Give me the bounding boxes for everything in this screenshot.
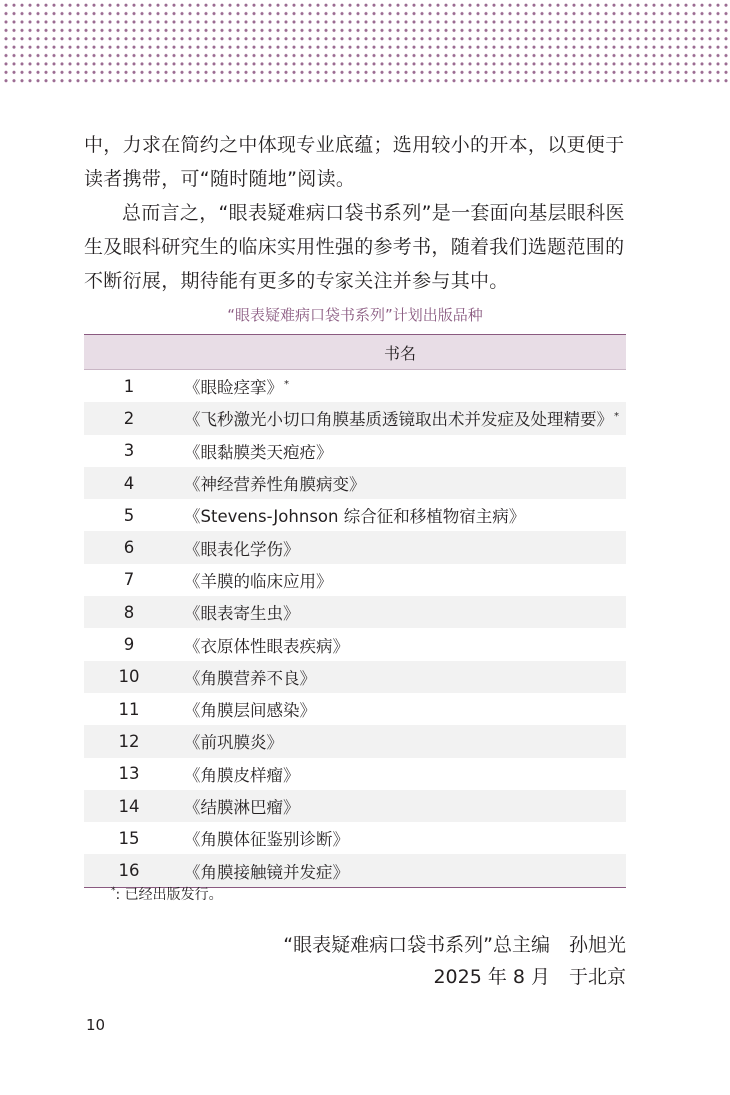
header-title-cell: 书名 bbox=[174, 335, 626, 370]
row-number: 4 bbox=[84, 467, 174, 499]
table-row bbox=[84, 661, 626, 693]
footnote bbox=[110, 884, 223, 904]
table-row bbox=[84, 435, 626, 467]
published-mark: * bbox=[284, 378, 289, 390]
table-row bbox=[84, 531, 626, 563]
row-number: 15 bbox=[118, 828, 140, 848]
table-row bbox=[84, 725, 626, 757]
row-book-title bbox=[174, 790, 626, 822]
row-number: 6 bbox=[84, 531, 174, 563]
book-title-text: 《衣原体性眼表疾病》 bbox=[184, 636, 349, 656]
book-title-text: 《神经营养性角膜病变》 bbox=[184, 475, 366, 495]
signature-editor: “眼表疑难病口袋书系列”总主编 孙旭光 bbox=[283, 934, 626, 956]
row-number: 2 bbox=[84, 402, 174, 434]
book-title-text: 《飞秒激光小切口角膜基质透镜取出术并发症及处理精要》 bbox=[184, 410, 613, 430]
published-mark: * bbox=[614, 410, 619, 422]
row-number: 16 bbox=[84, 854, 174, 887]
row-book-title bbox=[174, 628, 626, 660]
row-book-title bbox=[174, 531, 626, 563]
row-number: 7 bbox=[123, 570, 135, 590]
table-body bbox=[84, 370, 626, 888]
row-book-title bbox=[174, 435, 626, 467]
row-book-title bbox=[174, 499, 626, 531]
book-title-text: 《角膜层间感染》 bbox=[184, 701, 316, 721]
row-book-title bbox=[174, 661, 626, 693]
row-book-title bbox=[174, 725, 626, 757]
table-header-row bbox=[84, 335, 626, 370]
footnote-text: : 已经出版发行。 bbox=[115, 887, 223, 903]
row-number: 12 bbox=[84, 725, 174, 757]
row-number: 13 bbox=[118, 764, 140, 784]
book-list-table bbox=[84, 334, 626, 888]
row-number: 9 bbox=[123, 635, 135, 655]
paragraph-summary: 总而言之，“眼表疑难病口袋书系列”是一套面向基层眼科医生及眼科研究生的临床实用性强的参考书，随着我们选题范围的不断衍展，期待能有更多的专家关注并参与其中。 bbox=[84, 202, 625, 292]
book-title-text: 《眼黏膜类天疱疮》 bbox=[184, 442, 333, 462]
row-number: 11 bbox=[118, 699, 140, 719]
book-title-text: 《角膜体征鉴别诊断》 bbox=[184, 830, 349, 850]
row-book-title bbox=[174, 693, 626, 725]
paragraph-continued: 中，力求在简约之中体现专业底蕴；选用较小的开本，以更便于读者携带，可“随时随地”阅读。 bbox=[84, 134, 625, 190]
row-book-title bbox=[174, 822, 626, 854]
table-row bbox=[84, 790, 626, 822]
header-number-cell bbox=[84, 335, 174, 370]
row-number: 10 bbox=[84, 661, 174, 693]
book-title-text: 《角膜营养不良》 bbox=[184, 668, 316, 688]
body-text bbox=[84, 128, 632, 298]
row-book-title bbox=[174, 596, 626, 628]
book-title-text: 《眼睑痉挛》 bbox=[184, 378, 283, 398]
table-row bbox=[84, 370, 626, 403]
book-title-text: 《眼表寄生虫》 bbox=[184, 604, 300, 624]
row-book-title bbox=[174, 758, 626, 790]
book-title-text: 《前巩膜炎》 bbox=[184, 733, 283, 753]
row-book-title bbox=[174, 564, 626, 596]
dotted-header-band bbox=[0, 0, 730, 86]
footnote-mark: * bbox=[111, 886, 116, 897]
book-title-text: 《眼表化学伤》 bbox=[184, 539, 300, 559]
table-row bbox=[84, 499, 626, 531]
table-row bbox=[84, 467, 626, 499]
book-title-text: 《结膜淋巴瘤》 bbox=[184, 798, 300, 817]
table-caption: “眼表疑难病口袋书系列”计划出版品种 bbox=[227, 306, 483, 324]
book-title-text: 《角膜皮样瘤》 bbox=[184, 765, 300, 785]
table-row bbox=[84, 854, 626, 887]
table-row bbox=[84, 564, 626, 596]
row-number: 5 bbox=[123, 505, 135, 525]
table-row bbox=[84, 628, 626, 660]
row-number: 3 bbox=[123, 441, 135, 461]
signature-date-place: 2025 年 8 月 于北京 bbox=[433, 966, 626, 988]
row-book-title bbox=[174, 370, 626, 403]
row-number: 8 bbox=[84, 596, 174, 628]
table-row bbox=[84, 596, 626, 628]
row-book-title bbox=[174, 854, 626, 887]
book-title-text: 《羊膜的临床应用》 bbox=[184, 571, 333, 591]
table-row bbox=[84, 402, 626, 434]
row-book-title bbox=[174, 402, 626, 434]
row-number: 1 bbox=[123, 376, 135, 396]
book-title-text: 《角膜接触镜并发症》 bbox=[184, 862, 349, 882]
table-row bbox=[84, 822, 626, 854]
row-number: 14 bbox=[84, 790, 174, 822]
page-number: 10 bbox=[86, 1016, 106, 1034]
table-row bbox=[84, 693, 626, 725]
table-row bbox=[84, 758, 626, 790]
row-book-title bbox=[174, 467, 626, 499]
book-title-text: 《Stevens-Johnson 综合征和移植物宿主病》 bbox=[184, 507, 526, 527]
